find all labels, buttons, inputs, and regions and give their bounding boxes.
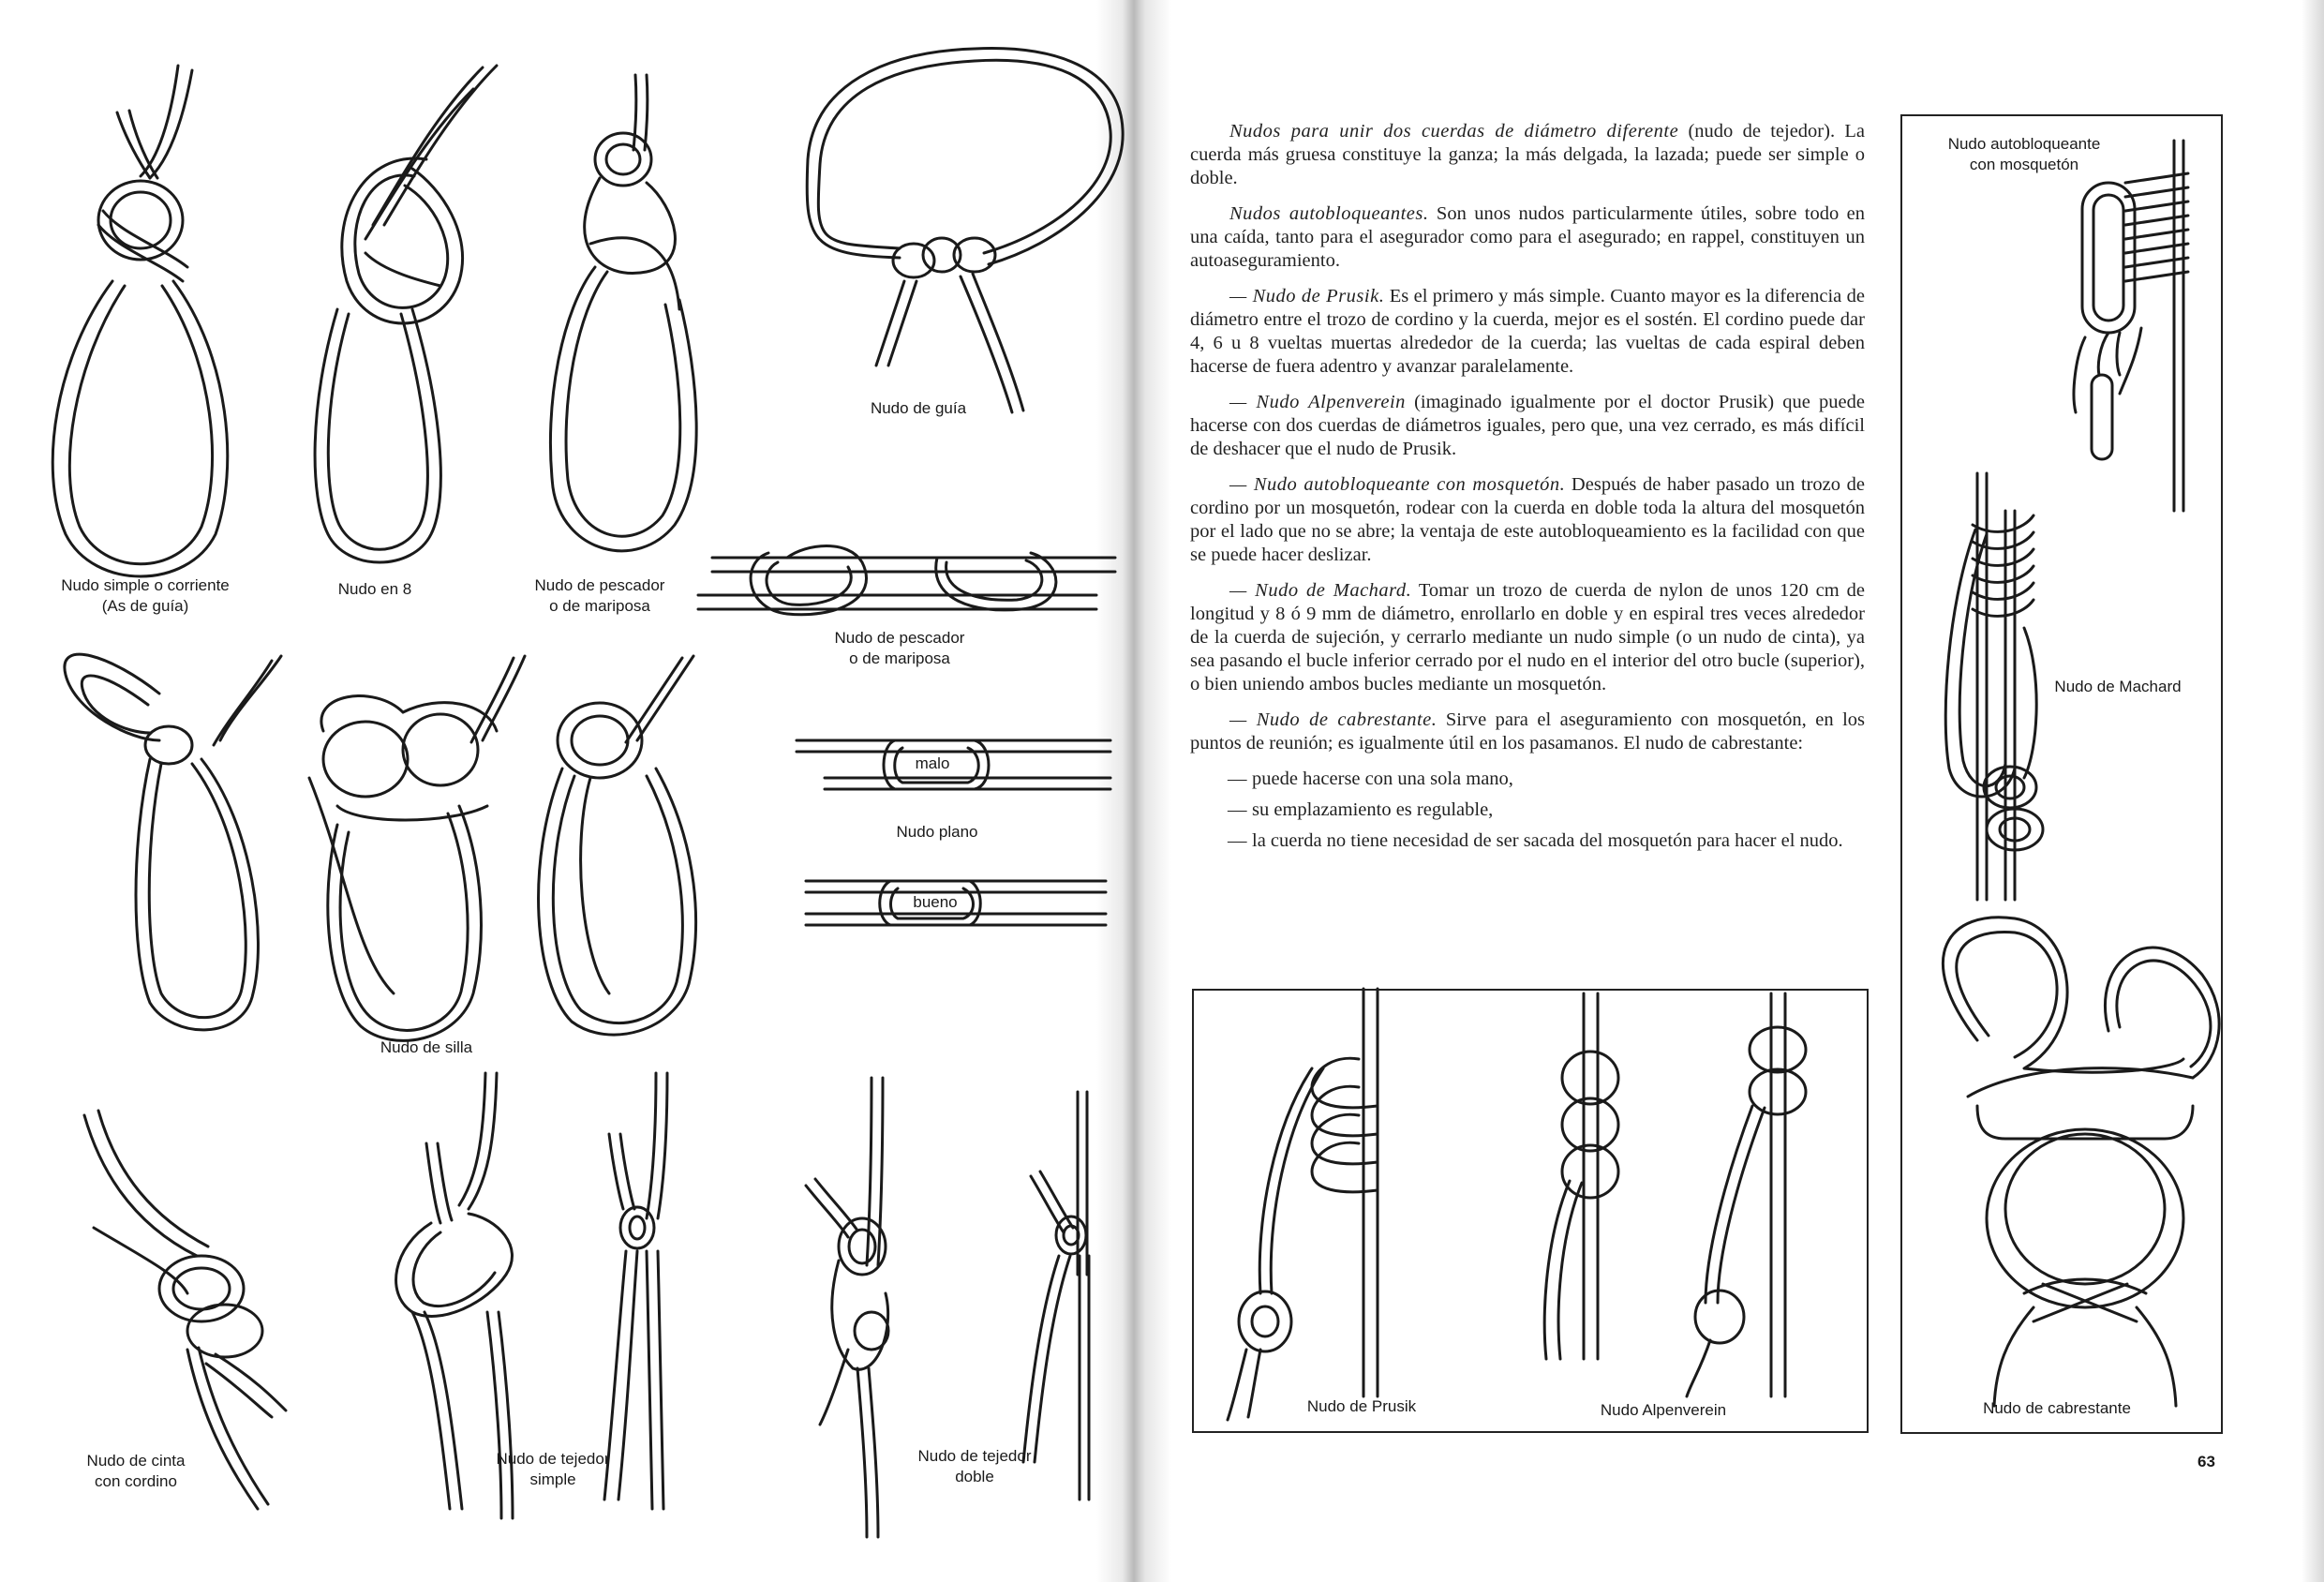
paragraph-text: Después de haber pasado un trozo de cordino por un mosquetón, rodear con la cuerda en doble toda la altura del mosquetón por el lado que no se abre; la ventaja de este autobloqueamiento es la facilidad con que se puede hacer deslizar. xyxy=(1190,474,1865,565)
paragraph xyxy=(1190,579,1865,696)
caption-clove-hitch: Nudo de cabrestante xyxy=(1983,1399,2131,1417)
paragraph-text: Son unos nudos particularmente útiles, sobre todo en una caída, tanto para el asegurador como para el asegurado; en rappel, constituyen un autoaseguramiento. xyxy=(1190,203,1865,271)
knot-tape-drawing xyxy=(84,1111,286,1509)
paragraph-text: (imaginado igualmente por el doctor Prusik) que puede hacerse con dos cuerdas de diámetros iguales, pero que, una vez cerrado, es más difícil de deshacer que el nudo de Prusik. xyxy=(1190,392,1865,459)
paragraph xyxy=(1190,709,1865,755)
caption-eight-knot: Nudo en 8 xyxy=(337,580,412,598)
paragraph-text: Es el primero y más simple. Cuanto mayor es la diferencia de diámetro entre el trozo de cordino y la cuerda, mejor es el sostén. El cordino puede dar 4, 6 u 8 vueltas muertas alrededor de la cuerda; las vueltas de cada espiral deben hacerse de fuera adentro y avanzar paralelamente. xyxy=(1190,286,1866,377)
paragraph-text: Tomar un trozo de cuerda de nylon de unos 120 cm de longitud y 8 ó 9 mm de diámetro, enrollarlo en doble y en espiral tres veces alrededor de la cuerda de sujeción, y cerrarlo mediante un nudo simple (o un nudo de cinta), ya sea pasando el bucle inferior cerrado por el nudo en el interior del otro bucle (superior), o bien uniendo ambos bucles mediante un mosquetón. xyxy=(1190,580,1865,694)
caption-alpenverein-knot: Nudo Alpenverein xyxy=(1600,1401,1727,1419)
caption-prusik-knot: Nudo de Prusik xyxy=(1306,1397,1417,1415)
paragraph xyxy=(1190,285,1865,379)
list-item xyxy=(1190,768,1865,791)
knot-fisherman-drawing xyxy=(550,75,696,551)
paragraph-lead: — Nudo de cabrestante. xyxy=(1229,709,1438,730)
label-bad: malo xyxy=(915,754,950,772)
paragraph-lead: — Nudo Alpenverein xyxy=(1229,392,1406,412)
knot-guide-drawing xyxy=(807,49,1123,412)
paragraph xyxy=(1190,202,1865,273)
knot-bowline-drawing xyxy=(65,654,696,1040)
paragraph-text: Sirve para el aseguramiento con mosquetón, en los puntos de reunión; es igualmente útil en los pasamanos. El nudo de cabrestante: xyxy=(1190,709,1866,754)
paragraph xyxy=(1190,120,1865,190)
paragraph-lead: — Nudo de Prusik. xyxy=(1229,286,1385,306)
paragraph-text: (nudo de tejedor). La cuerda más gruesa constituye la ganza; la más delgada, la lazada; puede ser simple o doble. xyxy=(1190,121,1865,188)
page-number: 63 xyxy=(2197,1453,2215,1470)
paragraph xyxy=(1190,391,1865,461)
knot-fisherman-horizontal-drawing xyxy=(698,546,1115,615)
caption-machard-knot: Nudo de Machard xyxy=(2054,678,2182,695)
caption-weaver-simple: Nudo de tejedor simple xyxy=(496,1450,610,1488)
caption-fisherman-knot-2: Nudo de pescador o de mariposa xyxy=(834,629,965,667)
list-item xyxy=(1190,798,1865,822)
caption-weaver-double: Nudo de tejedor doble xyxy=(917,1447,1032,1485)
paragraph-lead: — Nudo autobloqueante con mosquetón. xyxy=(1229,474,1566,495)
list-item-text: la cuerda no tiene necesidad de ser sacada del mosquetón para hacer el nudo. xyxy=(1252,830,1843,851)
label-good: bueno xyxy=(913,893,958,911)
list-item xyxy=(1190,829,1865,853)
caption-fisherman-knot: Nudo de pescador o de mariposa xyxy=(534,576,665,615)
body-text xyxy=(1190,120,1865,860)
paragraph-lead: Nudos autobloqueantes. xyxy=(1229,203,1429,224)
caption-bowline-knot: Nudo de silla xyxy=(380,1038,473,1056)
figure-frame-bottom xyxy=(1192,989,1869,1433)
paragraph-lead: Nudos para unir dos cuerdas de diámetro diferente xyxy=(1229,121,1679,142)
caption-simple-knot: Nudo simple o corriente (As de guía) xyxy=(61,576,230,615)
paragraph xyxy=(1190,473,1865,567)
list-item-text: su emplazamiento es regulable, xyxy=(1252,799,1494,820)
knot-simple-drawing xyxy=(52,66,228,576)
caption-carabiner-knot: Nudo autobloqueante con mosquetón xyxy=(1930,134,2118,175)
caption-guide-knot: Nudo de guía xyxy=(870,399,967,417)
list-item-text: puede hacerse con una sola mano, xyxy=(1252,769,1513,789)
paragraph-lead: — Nudo de Machard. xyxy=(1229,580,1412,601)
caption-square-knot: Nudo plano xyxy=(896,823,978,841)
knot-eight-drawing xyxy=(315,66,497,562)
figure-frame-right-column xyxy=(1900,114,2223,1434)
caption-tape-knot: Nudo de cinta con cordino xyxy=(86,1452,186,1490)
